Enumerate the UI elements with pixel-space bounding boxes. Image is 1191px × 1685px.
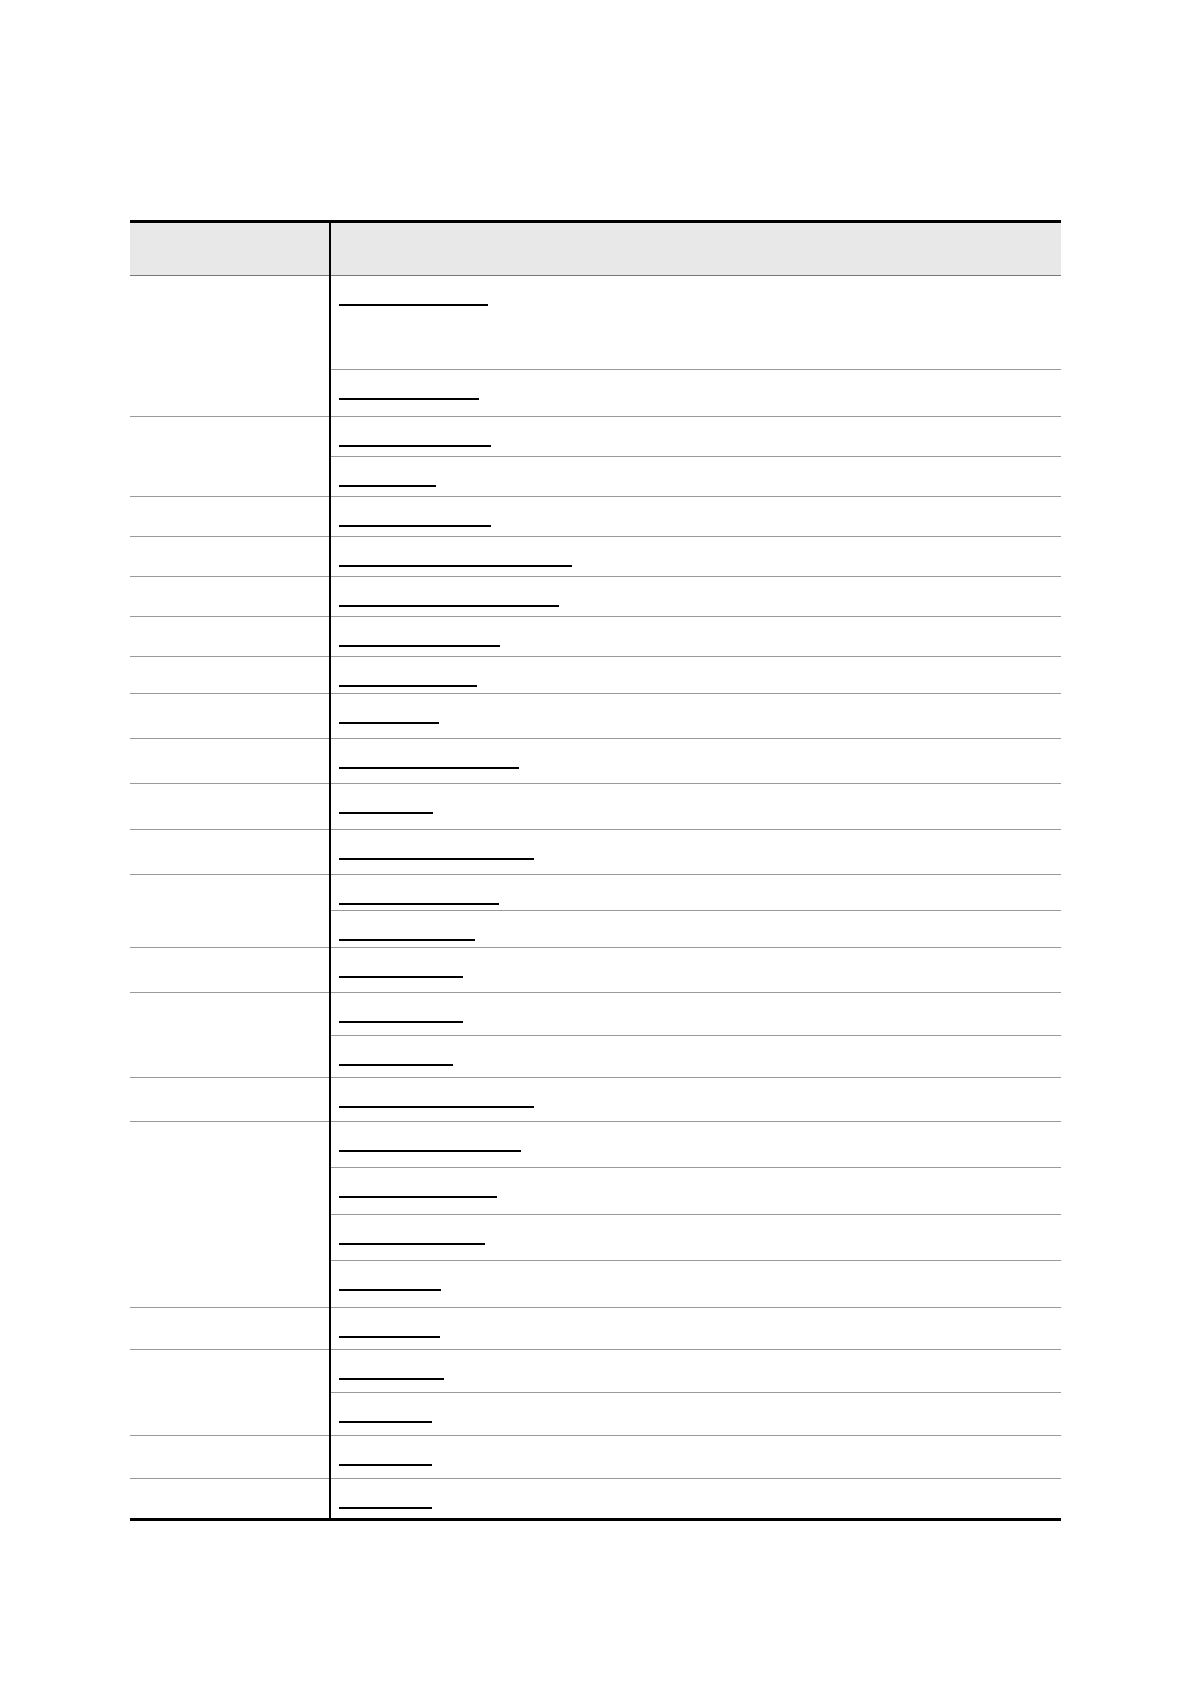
row-link[interactable]: [339, 1495, 432, 1509]
category-cell: [130, 875, 330, 948]
row-link[interactable]: [339, 927, 475, 941]
row-link[interactable]: [339, 1231, 485, 1245]
category-cell: [130, 993, 330, 1078]
row-link[interactable]: [339, 846, 534, 860]
table-body: [130, 276, 1061, 1520]
link-cell: [330, 1168, 1061, 1215]
table-row: [130, 1436, 1061, 1479]
category-cell: [130, 537, 330, 577]
category-cell: [130, 497, 330, 537]
table-row: [130, 1078, 1061, 1122]
column-header-category: [130, 222, 330, 276]
link-cell: [330, 993, 1061, 1036]
table-row: [130, 784, 1061, 830]
link-cell: [330, 1350, 1061, 1393]
link-cell: [330, 1393, 1061, 1436]
document-table: [130, 220, 1061, 1521]
row-link[interactable]: [339, 513, 491, 527]
row-link[interactable]: [339, 386, 479, 400]
category-cell: [130, 694, 330, 739]
row-link[interactable]: [339, 673, 477, 687]
table-row: [130, 739, 1061, 784]
link-cell: [330, 417, 1061, 457]
category-cell: [130, 577, 330, 617]
category-cell: [130, 617, 330, 657]
row-link[interactable]: [339, 1094, 534, 1108]
link-cell: [330, 276, 1061, 370]
category-cell: [130, 948, 330, 993]
row-link[interactable]: [339, 633, 500, 647]
link-cell: [330, 1308, 1061, 1350]
link-cell: [330, 1122, 1061, 1168]
link-cell: [330, 694, 1061, 739]
row-link[interactable]: [339, 1452, 432, 1466]
category-cell: [130, 1350, 330, 1436]
link-cell: [330, 1479, 1061, 1520]
table-row: [130, 694, 1061, 739]
row-link[interactable]: [339, 1324, 440, 1338]
row-link[interactable]: [339, 1184, 497, 1198]
table-row: [130, 417, 1061, 457]
link-cell: [330, 457, 1061, 497]
row-link[interactable]: [339, 1052, 453, 1066]
link-cell: [330, 830, 1061, 875]
link-cell: [330, 739, 1061, 784]
link-cell: [330, 1215, 1061, 1261]
link-cell: [330, 911, 1061, 948]
row-link[interactable]: [339, 710, 439, 724]
category-cell: [130, 276, 330, 417]
table-row: [130, 830, 1061, 875]
category-cell: [130, 830, 330, 875]
row-link[interactable]: [339, 553, 572, 567]
link-cell: [330, 370, 1061, 417]
link-cell: [330, 1261, 1061, 1308]
category-cell: [130, 784, 330, 830]
link-cell: [330, 1436, 1061, 1479]
table-header-row: [130, 222, 1061, 276]
link-cell: [330, 617, 1061, 657]
table-row: [130, 1122, 1061, 1168]
table-row: [130, 497, 1061, 537]
table-row: [130, 537, 1061, 577]
table-row: [130, 1308, 1061, 1350]
table-row: [130, 1350, 1061, 1393]
row-link[interactable]: [339, 800, 433, 814]
row-link[interactable]: [339, 473, 436, 487]
table-row: [130, 948, 1061, 993]
link-cell: [330, 497, 1061, 537]
table-row: [130, 577, 1061, 617]
link-cell: [330, 875, 1061, 911]
category-cell: [130, 1122, 330, 1308]
table-row: [130, 276, 1061, 370]
row-link[interactable]: [339, 1009, 463, 1023]
table-row: [130, 1479, 1061, 1520]
link-cell: [330, 784, 1061, 830]
category-cell: [130, 1479, 330, 1520]
row-link[interactable]: [339, 1138, 521, 1152]
table-row: [130, 657, 1061, 694]
row-link[interactable]: [339, 433, 491, 447]
link-cell: [330, 577, 1061, 617]
table-row: [130, 993, 1061, 1036]
column-header-link: [330, 222, 1061, 276]
link-cell: [330, 537, 1061, 577]
category-cell: [130, 1078, 330, 1122]
row-link[interactable]: [339, 292, 488, 306]
row-link[interactable]: [339, 891, 499, 905]
table-row: [130, 875, 1061, 911]
table-row: [130, 617, 1061, 657]
category-cell: [130, 417, 330, 497]
row-link[interactable]: [339, 755, 519, 769]
category-cell: [130, 1436, 330, 1479]
row-link[interactable]: [339, 1409, 432, 1423]
row-link[interactable]: [339, 964, 463, 978]
row-link[interactable]: [339, 1277, 441, 1291]
category-cell: [130, 739, 330, 784]
link-cell: [330, 657, 1061, 694]
row-link[interactable]: [339, 593, 559, 607]
category-cell: [130, 657, 330, 694]
row-link[interactable]: [339, 1366, 444, 1380]
category-cell: [130, 1308, 330, 1350]
link-cell: [330, 1036, 1061, 1078]
link-cell: [330, 948, 1061, 993]
link-cell: [330, 1078, 1061, 1122]
